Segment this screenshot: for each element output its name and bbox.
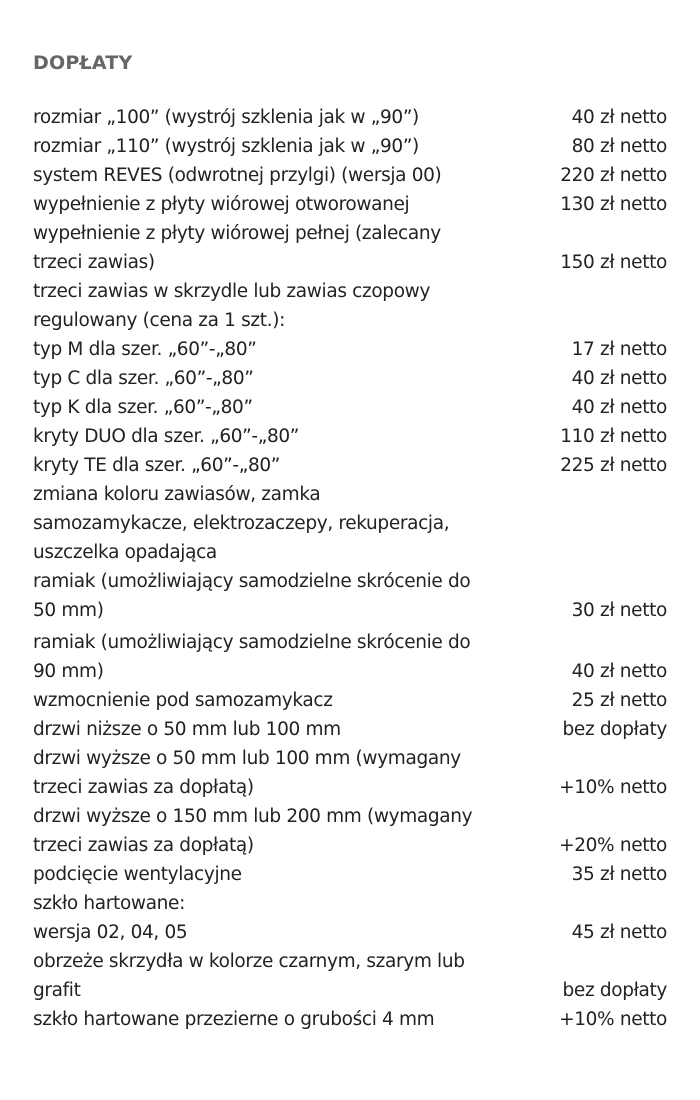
surcharge-row	[33, 277, 667, 335]
surcharge-price: 150 zł netto	[560, 252, 667, 273]
surcharge-price: 30 zł netto	[571, 600, 667, 621]
description-line: ramiak (umożliwiający samodzielne skrócenie do	[33, 632, 471, 653]
surcharge-row	[33, 860, 667, 889]
surcharge-description	[33, 860, 523, 889]
surcharge-row	[33, 802, 667, 860]
description-line: wersja 02, 04, 05	[33, 922, 188, 943]
surcharge-row	[33, 451, 667, 480]
surcharge-description	[33, 1005, 523, 1034]
surcharge-description	[33, 567, 523, 625]
surcharge-price: 40 zł netto	[571, 661, 667, 682]
surcharge-row	[33, 567, 667, 625]
description-line: podcięcie wentylacyjne	[33, 864, 242, 885]
surcharge-price: 80 zł netto	[571, 136, 667, 157]
surcharge-row	[33, 393, 667, 422]
surcharge-row	[33, 918, 667, 947]
description-line: kryty DUO dla szer. „60”-„80”	[33, 426, 300, 447]
surcharge-description	[33, 219, 523, 277]
description-line: kryty TE dla szer. „60”-„80”	[33, 455, 281, 476]
surcharge-price	[523, 480, 667, 567]
description-line: zmiana koloru zawiasów, zamka	[33, 484, 321, 505]
surcharge-row	[33, 219, 667, 277]
surcharge-description	[33, 889, 523, 918]
surcharge-price: 40 zł netto	[571, 368, 667, 389]
description-line: system REVES (odwrotnej przylgi) (wersja 00)	[33, 165, 442, 186]
description-line: typ C dla szer. „60”-„80”	[33, 368, 254, 389]
surcharge-row	[33, 161, 667, 190]
description-line: trzeci zawias)	[33, 252, 155, 273]
surcharge-price: 40 zł netto	[571, 107, 667, 128]
surcharge-description	[33, 335, 523, 364]
description-line: rozmiar „100” (wystrój szklenia jak w „90”)	[33, 107, 419, 128]
description-line: samozamykacze, elektrozaczepy, rekuperacja,	[33, 513, 450, 534]
surcharge-price: +20% netto	[559, 835, 667, 856]
description-line: trzeci zawias za dopłatą)	[33, 777, 254, 798]
surcharge-description	[33, 686, 523, 715]
surcharge-price: bez dopłaty	[562, 980, 667, 1001]
description-line: ramiak (umożliwiający samodzielne skrócenie do	[33, 571, 471, 592]
surcharge-description	[33, 451, 523, 480]
surcharge-description	[33, 277, 523, 335]
description-line: obrzeże skrzydła w kolorze czarnym, szarym lub	[33, 951, 465, 972]
description-line: drzwi wyższe o 150 mm lub 200 mm (wymagany	[33, 806, 473, 827]
surcharge-row	[33, 686, 667, 715]
surcharge-row	[33, 190, 667, 219]
description-line: trzeci zawias za dopłatą)	[33, 835, 254, 856]
surcharge-price: +10% netto	[559, 777, 667, 798]
surcharge-row	[33, 1005, 667, 1034]
surcharge-row	[33, 132, 667, 161]
surcharge-price: bez dopłaty	[562, 719, 667, 740]
surcharge-row	[33, 947, 667, 1005]
surcharge-price: +10% netto	[559, 1009, 667, 1030]
description-line: szkło hartowane przezierne o grubości 4 mm	[33, 1009, 435, 1030]
surcharge-description	[33, 393, 523, 422]
surcharge-row	[33, 335, 667, 364]
surcharge-description	[33, 947, 523, 1005]
surcharge-price: 130 zł netto	[560, 194, 667, 215]
surcharge-table	[33, 103, 667, 1034]
surcharge-row	[33, 364, 667, 393]
surcharge-description	[33, 364, 523, 393]
surcharge-description	[33, 625, 523, 686]
surcharge-price: 35 zł netto	[571, 864, 667, 885]
surcharge-description	[33, 161, 523, 190]
surcharge-price: 40 zł netto	[571, 397, 667, 418]
description-line: 90 mm)	[33, 661, 104, 682]
surcharge-row	[33, 744, 667, 802]
surcharge-price: 45 zł netto	[571, 922, 667, 943]
surcharge-row	[33, 480, 667, 567]
surcharge-row	[33, 625, 667, 686]
surcharge-description	[33, 480, 523, 567]
surcharge-price: 220 zł netto	[560, 165, 667, 186]
description-line: grafit	[33, 980, 81, 1001]
surcharge-description	[33, 422, 523, 451]
description-line: trzeci zawias w skrzydle lub zawias czopowy	[33, 281, 431, 302]
surcharge-row	[33, 715, 667, 744]
description-line: typ M dla szer. „60”-„80”	[33, 339, 257, 360]
surcharge-price: 17 zł netto	[571, 339, 667, 360]
surcharge-description	[33, 715, 523, 744]
description-line: wypełnienie z płyty wiórowej pełnej (zalecany	[33, 223, 441, 244]
description-line: drzwi wyższe o 50 mm lub 100 mm (wymagany	[33, 748, 461, 769]
section-title: DOPŁATY	[33, 52, 133, 74]
description-line: 50 mm)	[33, 600, 104, 621]
description-line: szkło hartowane:	[33, 893, 185, 914]
surcharge-price: 110 zł netto	[560, 426, 667, 447]
surcharge-row	[33, 422, 667, 451]
surcharge-description	[33, 918, 523, 947]
surcharge-description	[33, 132, 523, 161]
description-line: wypełnienie z płyty wiórowej otworowanej	[33, 194, 410, 215]
description-line: typ K dla szer. „60”-„80”	[33, 397, 253, 418]
surcharge-description	[33, 744, 523, 802]
surcharge-description	[33, 103, 523, 132]
surcharge-description	[33, 802, 523, 860]
surcharge-price: 25 zł netto	[571, 690, 667, 711]
surcharge-row	[33, 889, 667, 918]
description-line: uszczelka opadająca	[33, 542, 217, 563]
surcharge-price	[523, 889, 667, 918]
surcharge-description	[33, 190, 523, 219]
description-line: regulowany (cena za 1 szt.):	[33, 310, 285, 331]
surcharge-price: 225 zł netto	[560, 455, 667, 476]
description-line: drzwi niższe o 50 mm lub 100 mm	[33, 719, 341, 740]
surcharge-price	[523, 277, 667, 335]
description-line: rozmiar „110” (wystrój szklenia jak w „90”)	[33, 136, 419, 157]
surcharge-row	[33, 103, 667, 132]
description-line: wzmocnienie pod samozamykacz	[33, 690, 333, 711]
